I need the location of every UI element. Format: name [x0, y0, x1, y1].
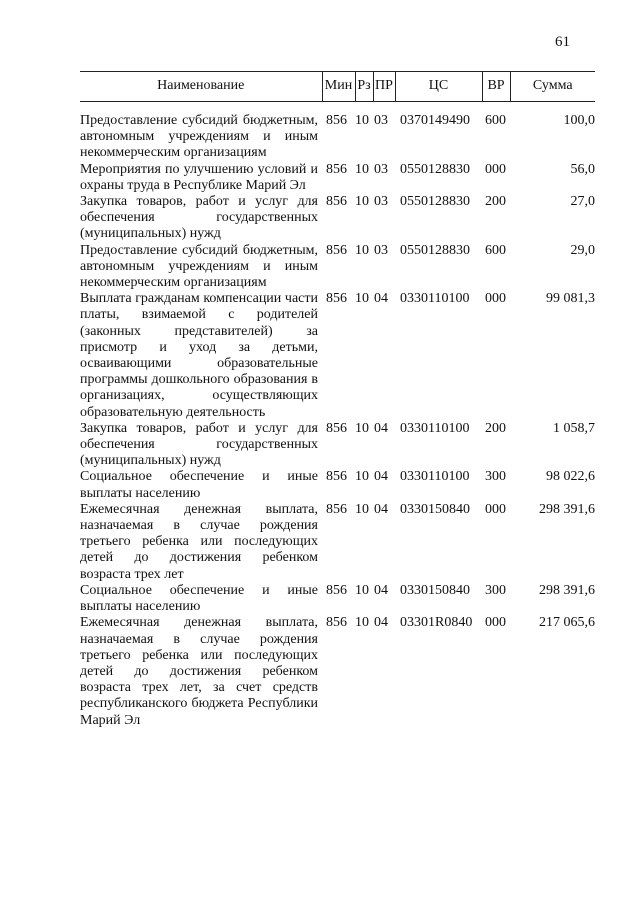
- table-row: [80, 615, 595, 728]
- table-header: [80, 72, 595, 114]
- row-cs: 0330110100: [400, 291, 470, 307]
- row-pr: 04: [374, 291, 388, 307]
- row-vr: 200: [485, 194, 506, 210]
- row-min: 856: [326, 615, 347, 631]
- row-name: Выплата гражданам компенсации части платы, взимаемой с родителей (законных представителей) за присмотр и уход за детьми, осваивающими образовательные программы дошкольного образования в организациях, осуществляющих образовательную деятельность: [80, 291, 318, 420]
- row-min: 856: [326, 161, 347, 177]
- row-sum: 298 391,6: [539, 582, 595, 598]
- row-rz: 10: [355, 420, 369, 436]
- table-row: [80, 113, 595, 162]
- row-cs: 0330150840: [400, 501, 470, 517]
- row-rz: 10: [355, 113, 369, 128]
- table-row: [80, 583, 595, 615]
- row-min: 856: [326, 469, 347, 485]
- header-min: Мин: [322, 72, 355, 102]
- row-sum: 56,0: [570, 161, 595, 177]
- row-vr: 000: [485, 615, 506, 631]
- row-pr: 04: [374, 582, 388, 598]
- table-row: [80, 502, 595, 583]
- row-name: Закупка товаров, работ и услуг для обеспечения государственных (муниципальных) нужд: [80, 420, 318, 469]
- page-number: 61: [555, 34, 570, 50]
- row-min: 856: [326, 113, 347, 128]
- table-row: [80, 243, 595, 292]
- row-name: Мероприятия по улучшению условий и охраны труда в Республике Марий Эл: [80, 161, 318, 193]
- row-cs: 0550128830: [400, 194, 470, 210]
- row-name: Закупка товаров, работ и услуг для обеспечения государственных (муниципальных) нужд: [80, 194, 318, 242]
- header-pr: ПР: [373, 72, 395, 102]
- budget-table: [80, 71, 595, 729]
- table-row: [80, 291, 595, 421]
- row-sum: 100,0: [563, 113, 595, 128]
- header-vr: ВР: [482, 72, 510, 102]
- row-pr: 03: [374, 161, 388, 177]
- header-name: Наименование: [80, 72, 322, 102]
- row-vr: 200: [485, 420, 506, 436]
- row-min: 856: [326, 501, 347, 517]
- row-name: Предоставление субсидий бюджетным, автономным учреждениям и иным некоммерческим организациям: [80, 242, 318, 291]
- row-vr: 600: [485, 242, 506, 258]
- row-vr: 300: [485, 469, 506, 485]
- row-name: Ежемесячная денежная выплата, назначаемая в случае рождения третьего ребенка или последующих детей до достижения ребенком возраста трех лет, за счет средств республиканского бюджета Республики Марий Эл: [80, 615, 318, 728]
- table-row: [80, 421, 595, 470]
- row-rz: 10: [355, 501, 369, 517]
- row-rz: 10: [355, 469, 369, 485]
- row-min: 856: [326, 194, 347, 210]
- row-pr: 04: [374, 420, 388, 436]
- row-cs: 0330110100: [400, 469, 470, 485]
- row-min: 856: [326, 582, 347, 598]
- header-sum: Сумма: [510, 72, 595, 102]
- row-cs: 0370149490: [400, 113, 470, 128]
- table-row: [80, 469, 595, 501]
- row-sum: 1 058,7: [553, 420, 595, 436]
- row-rz: 10: [355, 242, 369, 258]
- header-rz: Рз: [355, 72, 373, 102]
- row-name: Социальное обеспечение и иные выплаты населению: [80, 469, 318, 501]
- table-row: [80, 194, 595, 243]
- row-cs: 0550128830: [400, 161, 470, 177]
- row-min: 856: [326, 242, 347, 258]
- row-vr: 000: [485, 501, 506, 517]
- row-pr: 04: [374, 501, 388, 517]
- row-cs: 0550128830: [400, 242, 470, 258]
- row-sum: 29,0: [570, 242, 595, 258]
- row-vr: 300: [485, 582, 506, 598]
- row-name: Предоставление субсидий бюджетным, автономным учреждениям и иным некоммерческим организациям: [80, 113, 318, 161]
- row-sum: 27,0: [570, 194, 595, 210]
- header-cs: ЦС: [395, 72, 482, 102]
- row-min: 856: [326, 291, 347, 307]
- row-vr: 000: [485, 161, 506, 177]
- row-name: Социальное обеспечение и иные выплаты населению: [80, 582, 318, 615]
- row-cs: 0330150840: [400, 582, 470, 598]
- row-vr: 600: [485, 113, 506, 128]
- row-rz: 10: [355, 582, 369, 598]
- table-row: [80, 162, 595, 194]
- row-pr: 03: [374, 194, 388, 210]
- row-cs: 03301R0840: [400, 615, 473, 631]
- row-vr: 000: [485, 291, 506, 307]
- row-sum: 99 081,3: [546, 291, 595, 307]
- row-pr: 03: [374, 242, 388, 258]
- row-cs: 0330110100: [400, 420, 470, 436]
- row-name: Ежемесячная денежная выплата, назначаемая в случае рождения третьего ребенка или последующих детей до достижения ребенком возраста трех лет: [80, 501, 318, 582]
- row-sum: 217 065,6: [539, 615, 595, 631]
- row-pr: 03: [374, 113, 388, 128]
- row-rz: 10: [355, 291, 369, 307]
- row-rz: 10: [355, 615, 369, 631]
- row-min: 856: [326, 420, 347, 436]
- row-rz: 10: [355, 194, 369, 210]
- row-pr: 04: [374, 615, 388, 631]
- row-sum: 298 391,6: [539, 501, 595, 517]
- row-sum: 98 022,6: [546, 469, 595, 485]
- row-rz: 10: [355, 161, 369, 177]
- row-pr: 04: [374, 469, 388, 485]
